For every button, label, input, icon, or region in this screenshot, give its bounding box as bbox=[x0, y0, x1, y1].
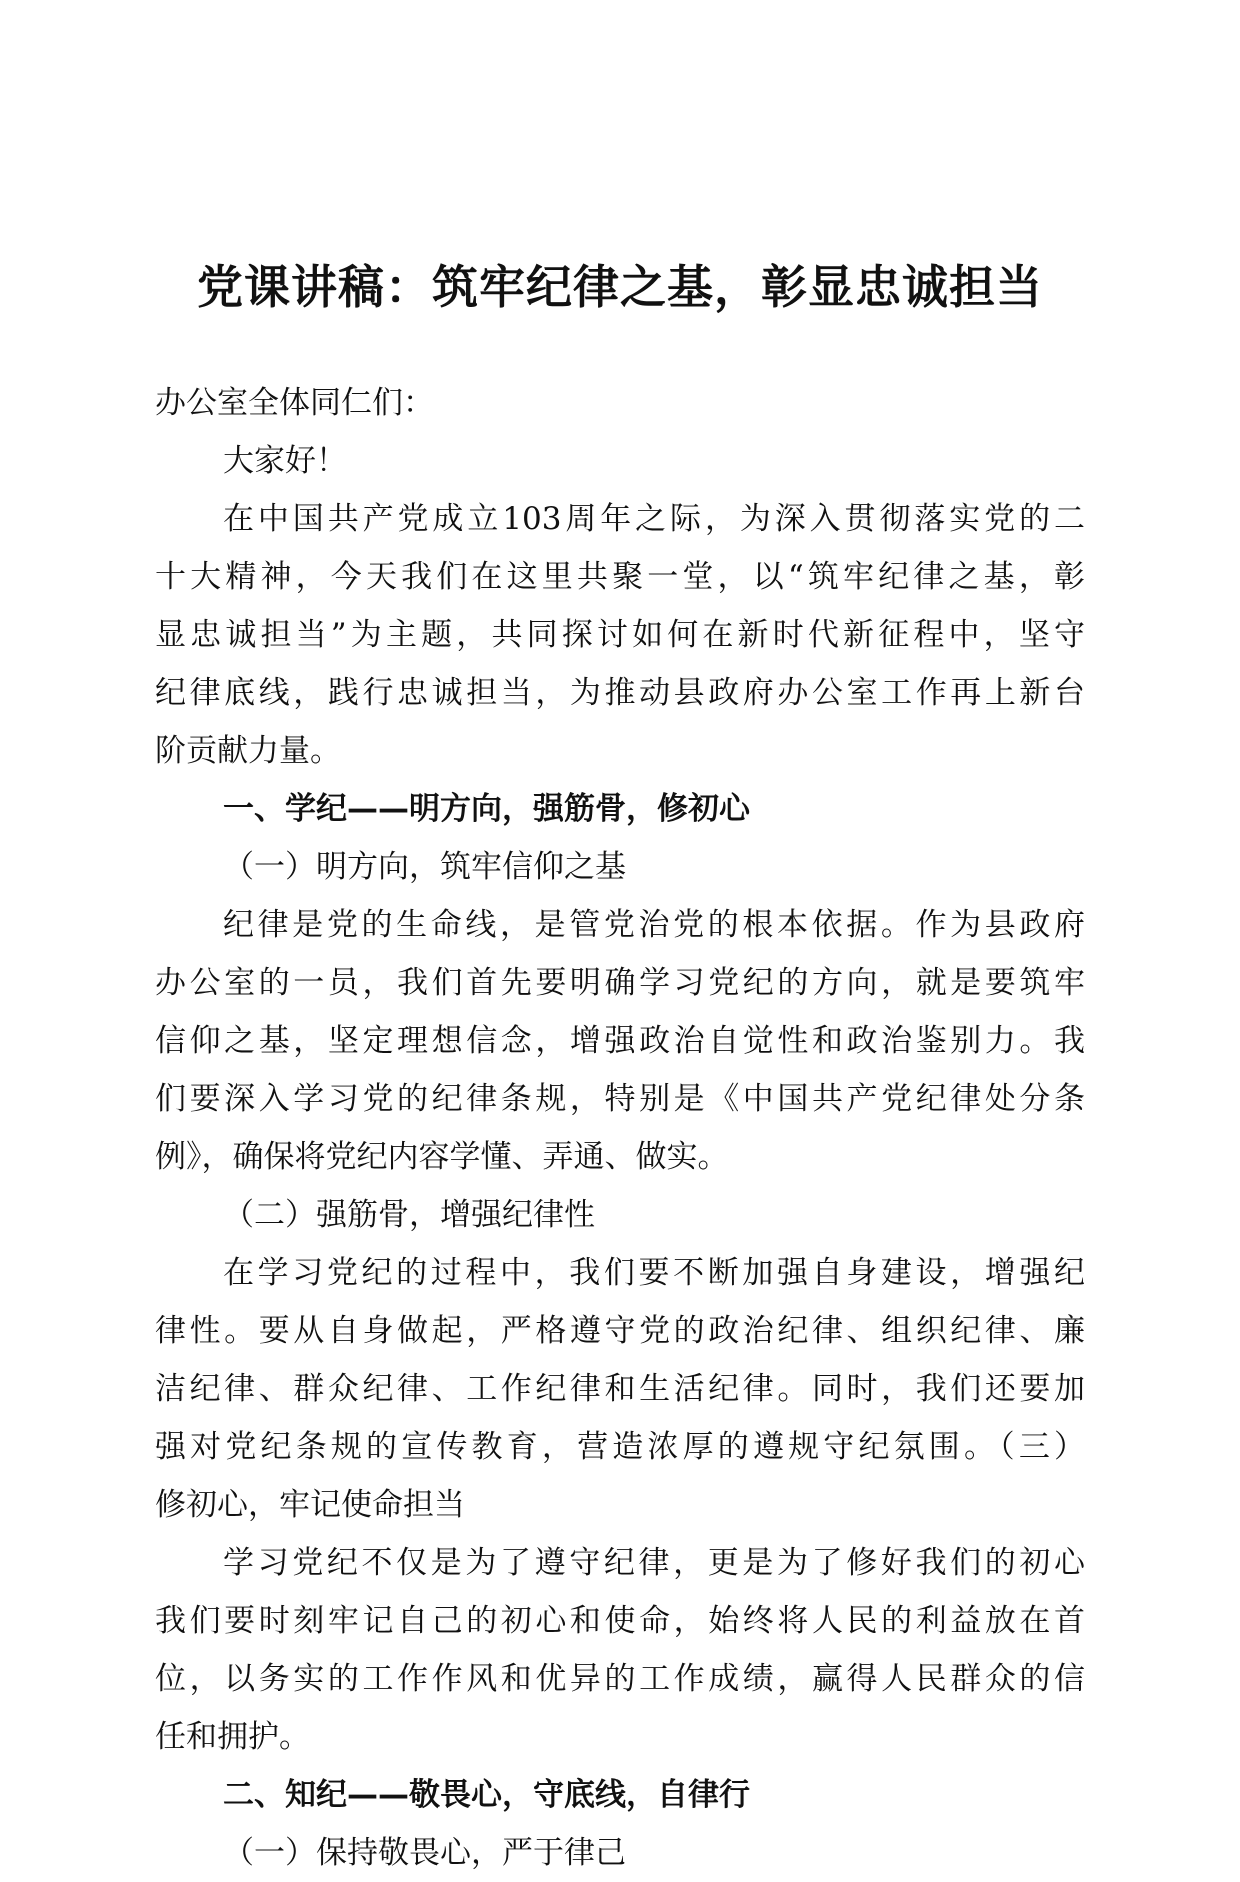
para-1-1-line-1: 纪律是党的生命线，是管党治党的根本依据。作为县政府 bbox=[223, 907, 1085, 943]
para-1-1-line-4: 们要深入学习党的纪律条规，特别是《中国共产党纪律处分条 bbox=[155, 1081, 1085, 1117]
para-1-2-line-1: 在学习党纪的过程中，我们要不断加强自身建设，增强纪 bbox=[223, 1255, 1085, 1291]
intro-line-4: 纪律底线，践行忠诚担当，为推动县政府办公室工作再上新台 bbox=[155, 675, 1085, 711]
para-1-3-line-4: 任和拥护。 bbox=[155, 1719, 310, 1755]
para-1-2-line-2: 律性。要从自身做起，严格遵守党的政治纪律、组织纪律、廉 bbox=[155, 1313, 1085, 1349]
subsection-heading-1-1: （一）明方向，筑牢信仰之基 bbox=[223, 849, 626, 885]
para-1-2-line-3: 洁纪律、群众纪律、工作纪律和生活纪律。同时，我们还要加 bbox=[155, 1371, 1085, 1407]
para-1-1-line-5: 例》，确保将党纪内容学懂、弄通、做实。 bbox=[155, 1139, 729, 1175]
para-1-3-line-3: 位，以务实的工作作风和优异的工作成绩，赢得人民群众的信 bbox=[155, 1661, 1085, 1697]
para-1-1-line-2: 办公室的一员，我们首先要明确学习党纪的方向，就是要筑牢 bbox=[155, 965, 1085, 1001]
intro-line-3: 显忠诚担当”为主题，共同探讨如何在新时代新征程中，坚守 bbox=[155, 617, 1085, 653]
intro-line-1: 在中国共产党成立103周年之际，为深入贯彻落实党的二 bbox=[223, 501, 1085, 537]
salutation: 办公室全体同仁们： bbox=[155, 385, 434, 421]
intro-line-5: 阶贡献力量。 bbox=[155, 733, 341, 769]
para-1-1-line-3: 信仰之基，坚定理想信念，增强政治自觉性和政治鉴别力。我 bbox=[155, 1023, 1085, 1059]
para-1-3-line-1: 学习党纪不仅是为了遵守纪律，更是为了修好我们的初心 bbox=[223, 1545, 1085, 1581]
subsection-heading-1-3: 修初心，牢记使命担当 bbox=[155, 1487, 465, 1523]
subsection-heading-2-1: （一）保持敬畏心，严于律己 bbox=[223, 1835, 626, 1871]
para-1-2-line-4: 强对党纪条规的宣传教育，营造浓厚的遵规守纪氛围。（三） bbox=[155, 1429, 1085, 1465]
para-1-3-line-2: 我们要时刻牢记自己的初心和使命，始终将人民的利益放在首 bbox=[155, 1603, 1085, 1639]
document-body bbox=[155, 374, 1085, 1882]
section-heading-1: 一、学纪——明方向，强筋骨，修初心 bbox=[223, 791, 750, 827]
document-title: 党课讲稿：筑牢纪律之基，彰显忠诚担当 bbox=[197, 260, 1043, 314]
greeting: 大家好！ bbox=[223, 443, 347, 479]
subsection-heading-1-2: （二）强筋骨，增强纪律性 bbox=[223, 1197, 595, 1233]
section-heading-2: 二、知纪——敬畏心，守底线，自律行 bbox=[223, 1777, 750, 1813]
intro-line-2: 十大精神，今天我们在这里共聚一堂，以“筑牢纪律之基，彰 bbox=[155, 559, 1085, 595]
